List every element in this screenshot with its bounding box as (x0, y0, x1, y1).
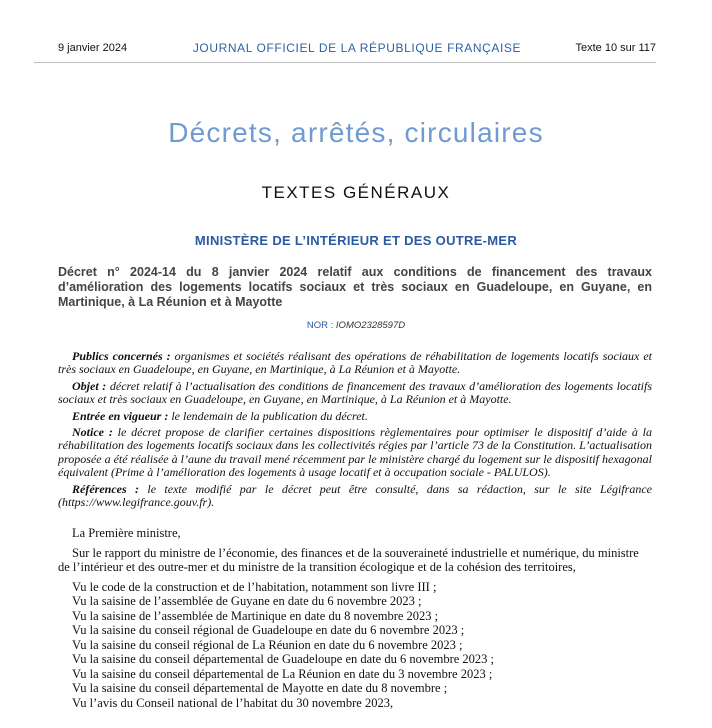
notice-label: Entrée en vigueur : (72, 408, 169, 423)
notice-label: Références : (72, 481, 140, 496)
nor-code: IOMO2328597D (335, 320, 406, 331)
notice-item (58, 483, 652, 510)
ministry-heading: MINISTÈRE DE L’INTÉRIEUR ET DES OUTRE-MER (194, 233, 518, 248)
section-title: Décrets, arrêtés, circulaires (168, 117, 544, 148)
decree-title: Décret n° 2024-14 du 8 janvier 2024 relatif aux conditions de financement des travaux d’amélioration des logements locatifs sociaux et très sociaux en Guadeloupe, en Guyane, en Martinique, à La Réunion et à Mayotte (58, 265, 652, 309)
vu-item: Vu l’avis du Conseil national de l’habitat du 30 novembre 2023, (72, 695, 394, 710)
vu-item: Vu la saisine de l’assemblée de Guyane en date du 6 novembre 2023 ; (72, 594, 422, 608)
nor-reference (0, 320, 712, 331)
vu-item: Vu la saisine du conseil départemental de Guadeloupe en date du 6 novembre 2023 ; (72, 652, 495, 666)
notice-label: Publics concernés : (72, 349, 171, 363)
notice-text: décret relatif à l’actualisation des conditions de financement des travaux d’amélioration des logements locatifs sociaux et très sociaux en Guadeloupe, en Guyane, en Martinique, à La Réunion et à Mayotte. (58, 378, 652, 407)
report-paragraph: Sur le rapport du ministre de l’économie, des finances et de la souveraineté industrielle et numérique, du ministre de l’intérieur et des outre-mer et du ministre de la transition écologique et de la cohésion des territoires, (58, 545, 639, 574)
vu-item: Vu la saisine de l’assemblée de Martinique en date du 8 novembre 2023 ; (72, 608, 439, 623)
page-header (58, 40, 656, 62)
notice-text: organismes et sociétés réalisant des opérations de réhabilitation de logements locatifs sociaux et très sociaux en Guadeloupe, en Guyane, en Martinique, à La Réunion et à Mayotte. (58, 349, 653, 377)
header-text-number: Texte 10 sur 117 (575, 42, 656, 54)
vu-item: Vu la saisine du conseil régional de La Réunion en date du 6 novembre 2023 ; (72, 637, 463, 652)
notice-text: le décret propose de clarifier certaines dispositions règlementaires pour optimiser le dispositif d’aide à la réhabilitation des logements locatifs sociaux dans les collectivités régies par l’article 73 de la Constitution. L’actualisation proposée a été réalisée à l’aune du travail mené récemment par le ministère chargé du logement sur le dispositif hexagonal équivalent (Prime à l’amélioration des logements à usage locatif et à occupation sociale - PALULOS). (58, 425, 653, 480)
vu-item: Vu la saisine du conseil départemental de Mayotte en date du 8 novembre ; (72, 681, 448, 695)
notice-item (58, 410, 652, 423)
nor-label: NOR : (306, 320, 334, 331)
sub-title: TEXTES GÉNÉRAUX (261, 183, 451, 202)
vu-item: Vu le code de la construction et de l’habitation, notamment son livre III ; (72, 579, 437, 594)
notice-text: le lendemain de la publication du décret. (171, 408, 368, 423)
notice-text: le texte modifié par le décret peut être consulté, dans sa rédaction, sur le site Légifrance (https://www.legifrance.gouv.fr). (58, 481, 653, 510)
notice-block (58, 350, 652, 512)
header-date: 9 janvier 2024 (58, 42, 128, 54)
opening-line: La Première ministre, (72, 526, 181, 540)
header-journal-title: JOURNAL OFFICIEL DE LA RÉPUBLIQUE FRANÇAISE (192, 41, 522, 55)
notice-item (58, 350, 652, 377)
notice-label: Objet : (72, 378, 107, 393)
decree-body (58, 526, 652, 710)
notice-item (58, 426, 652, 480)
notice-item (58, 380, 652, 407)
vu-item: Vu la saisine du conseil régional de Guadeloupe en date du 6 novembre 2023 ; (72, 623, 465, 637)
vu-item: Vu la saisine du conseil départemental de La Réunion en date du 3 novembre 2023 ; (72, 666, 493, 681)
notice-label: Notice : (72, 425, 113, 440)
header-divider (34, 62, 656, 63)
